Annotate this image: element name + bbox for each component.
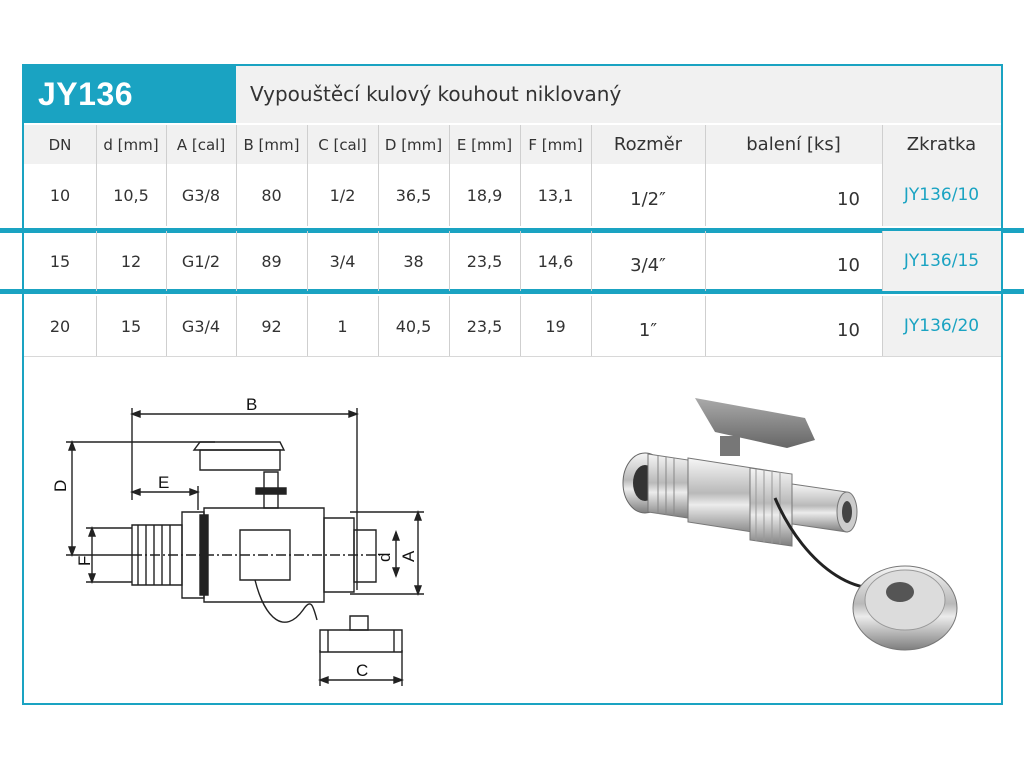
product-title: Vypouštěcí kulový kouhout niklovaný (236, 66, 1001, 123)
table-row (24, 164, 1001, 226)
cell-d: 12 (120, 251, 142, 271)
table-header-row (24, 123, 1001, 164)
cell-a: G1/2 (181, 251, 221, 271)
col-rozmer: Rozměr (613, 134, 683, 155)
label-d-upper: D (51, 479, 70, 492)
cell-dd: 36,5 (395, 185, 432, 205)
label-c: C (356, 661, 369, 680)
cell-b: 80 (261, 185, 282, 205)
col-f: F [mm] (528, 135, 583, 154)
table-row (24, 226, 1001, 296)
cell-dd: 40,5 (395, 316, 432, 336)
product-code-header: JY136 (24, 66, 236, 123)
cell-d: 10,5 (113, 185, 149, 205)
label-a: A (399, 550, 418, 562)
cell-e: 23,5 (466, 316, 503, 336)
cell-dd: 38 (403, 251, 424, 271)
label-b: B (246, 395, 258, 414)
cell-b: 92 (261, 316, 282, 336)
col-dn: DN (48, 135, 72, 154)
cell-f: 19 (545, 316, 566, 336)
cell-dn: 15 (49, 251, 71, 271)
col-zkratka: Zkratka (906, 134, 977, 155)
table-row (24, 296, 1001, 356)
cell-zkratka: JY136/15 (903, 251, 980, 271)
valve-product-photo (600, 378, 980, 678)
valve-technical-drawing (50, 380, 450, 690)
col-a: A [cal] (176, 135, 226, 154)
col-e: E [mm] (456, 135, 513, 154)
col-baleni: balení [ks] (746, 134, 841, 155)
cell-a: G3/8 (181, 185, 221, 205)
cell-b: 89 (261, 251, 282, 271)
cell-e: 23,5 (466, 251, 503, 271)
cell-e: 18,9 (466, 185, 503, 205)
col-c: C [cal] (318, 135, 367, 154)
cell-rozmer: 1″ (638, 319, 658, 341)
cell-baleni: 10 (837, 319, 860, 341)
cell-rozmer: 1/2″ (630, 188, 666, 210)
cell-zkratka: JY136/20 (903, 316, 980, 336)
cell-dn: 10 (49, 185, 71, 205)
cell-d: 15 (120, 316, 142, 336)
cell-c: 1/2 (329, 185, 356, 205)
cell-f: 13,1 (537, 185, 574, 205)
cell-zkratka: JY136/10 (903, 185, 980, 205)
cell-baleni: 10 (837, 188, 860, 210)
label-f: F (75, 555, 94, 566)
col-b: B [mm] (243, 135, 300, 154)
cell-dn: 20 (49, 316, 71, 336)
label-d-lower: d (375, 552, 394, 562)
col-d: d [mm] (103, 135, 159, 154)
cell-c: 1 (337, 316, 348, 336)
label-e: E (158, 473, 170, 492)
col-dd: D [mm] (384, 135, 443, 154)
cell-baleni: 10 (837, 254, 860, 276)
cell-a: G3/4 (181, 316, 221, 336)
cell-f: 14,6 (537, 251, 574, 271)
cell-rozmer: 3/4″ (630, 254, 666, 276)
cell-c: 3/4 (329, 251, 356, 271)
